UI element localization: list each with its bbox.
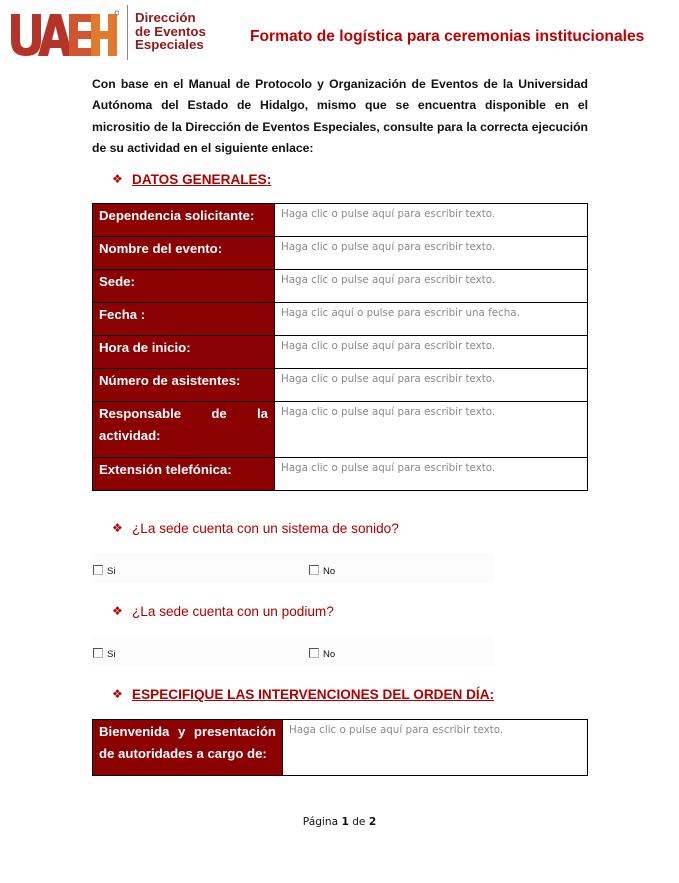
interventions-table [92, 719, 588, 776]
welcome-presenter-input[interactable]: Haga clic o pulse aquí para escribir texto. [283, 720, 588, 776]
field-label: Fecha : [93, 303, 275, 336]
venue-input[interactable]: Haga clic o pulse aquí para escribir texto. [275, 270, 588, 303]
responsible-input[interactable]: Haga clic o pulse aquí para escribir texto. [275, 402, 588, 458]
podium-no-checkbox[interactable] [309, 648, 335, 660]
field-label: Dependencia solicitante: [93, 204, 275, 237]
table-row [93, 336, 588, 369]
logo-divider [127, 5, 128, 60]
document-title: Formato de logística para ceremonias institucionales [250, 28, 645, 45]
table-row [93, 402, 588, 458]
podium-yes-checkbox[interactable] [93, 648, 115, 660]
table-row [93, 369, 588, 402]
section-heading-interventions [112, 687, 494, 702]
table-row [93, 270, 588, 303]
event-name-input[interactable]: Haga clic o pulse aquí para escribir texto. [275, 237, 588, 270]
page-total: 2 [368, 816, 377, 828]
field-label: Extensión telefónica: [93, 458, 275, 491]
sound-yes-checkbox[interactable] [93, 565, 115, 577]
uaeh-logo [11, 10, 119, 56]
podium-options [92, 636, 494, 666]
table-row [93, 237, 588, 270]
table-row [93, 720, 588, 776]
checkbox-label: No [323, 649, 336, 660]
start-time-input[interactable]: Haga clic o pulse aquí para escribir texto. [275, 336, 588, 369]
attendees-input[interactable]: Haga clic o pulse aquí para escribir texto. [275, 369, 588, 402]
sound-no-checkbox[interactable] [309, 565, 335, 577]
checkbox-label: Si [107, 566, 116, 577]
date-picker-input[interactable]: Haga clic aquí o pulse para escribir una fecha. [275, 303, 588, 336]
department-line-2: de Eventos [135, 23, 206, 39]
department-line-3: Especiales [135, 37, 204, 52]
diamond-bullet-icon: ❖ [112, 604, 123, 618]
checkbox-icon[interactable] [309, 648, 319, 658]
department-line-1: Dirección [135, 10, 196, 25]
sound-options [92, 553, 494, 583]
page-current: 1 [341, 816, 349, 828]
field-label: Responsable de la actividad: [93, 402, 275, 458]
diamond-bullet-icon: ❖ [112, 687, 123, 701]
checkbox-icon[interactable] [93, 648, 103, 658]
section-heading-general [112, 172, 271, 187]
field-label: Sede: [93, 270, 275, 303]
dependencia-input[interactable]: Haga clic o pulse aquí para escribir texto. [275, 204, 588, 237]
checkbox-label: No [323, 566, 336, 577]
field-label: Hora de inicio: [93, 336, 275, 369]
question-text: ¿La sede cuenta con un podium? [132, 604, 334, 619]
table-row [93, 303, 588, 336]
field-label: Número de asistentes: [93, 369, 275, 402]
page-separator: de [352, 816, 366, 828]
general-data-table [92, 203, 588, 491]
question-text: ¿La sede cuenta con un sistema de sonido? [132, 521, 399, 536]
intro-paragraph: Con base en el Manual de Protocolo y Organización de Eventos de la Universidad Autónoma del Estado de Hidalgo, mismo que se encuentra disponible en el micrositio de la Dirección de Eventos Especiales, consulte para la correcta ejecución de su actividad en el siguiente enlace: [92, 77, 588, 155]
diamond-bullet-icon: ❖ [112, 521, 123, 535]
section-title-interventions: ESPECIFIQUE LAS INTERVENCIONES DEL ORDEN DÍA: [132, 687, 495, 702]
field-label: Bienvenida y presentación de autoridades a cargo de: [93, 720, 283, 776]
diamond-bullet-icon: ❖ [112, 172, 123, 186]
page-number [0, 816, 679, 828]
section-title-general: DATOS GENERALES: [132, 172, 272, 187]
field-label: Nombre del evento: [93, 237, 275, 270]
page-prefix: Página [302, 816, 339, 828]
checkbox-label: Si [107, 649, 116, 660]
checkbox-icon[interactable] [93, 565, 103, 575]
checkbox-icon[interactable] [309, 565, 319, 575]
table-row [93, 204, 588, 237]
question-sound-system [112, 521, 399, 536]
department-name [135, 11, 206, 52]
question-podium [112, 604, 334, 619]
phone-extension-input[interactable]: Haga clic o pulse aquí para escribir texto. [275, 458, 588, 491]
table-row [93, 458, 588, 491]
